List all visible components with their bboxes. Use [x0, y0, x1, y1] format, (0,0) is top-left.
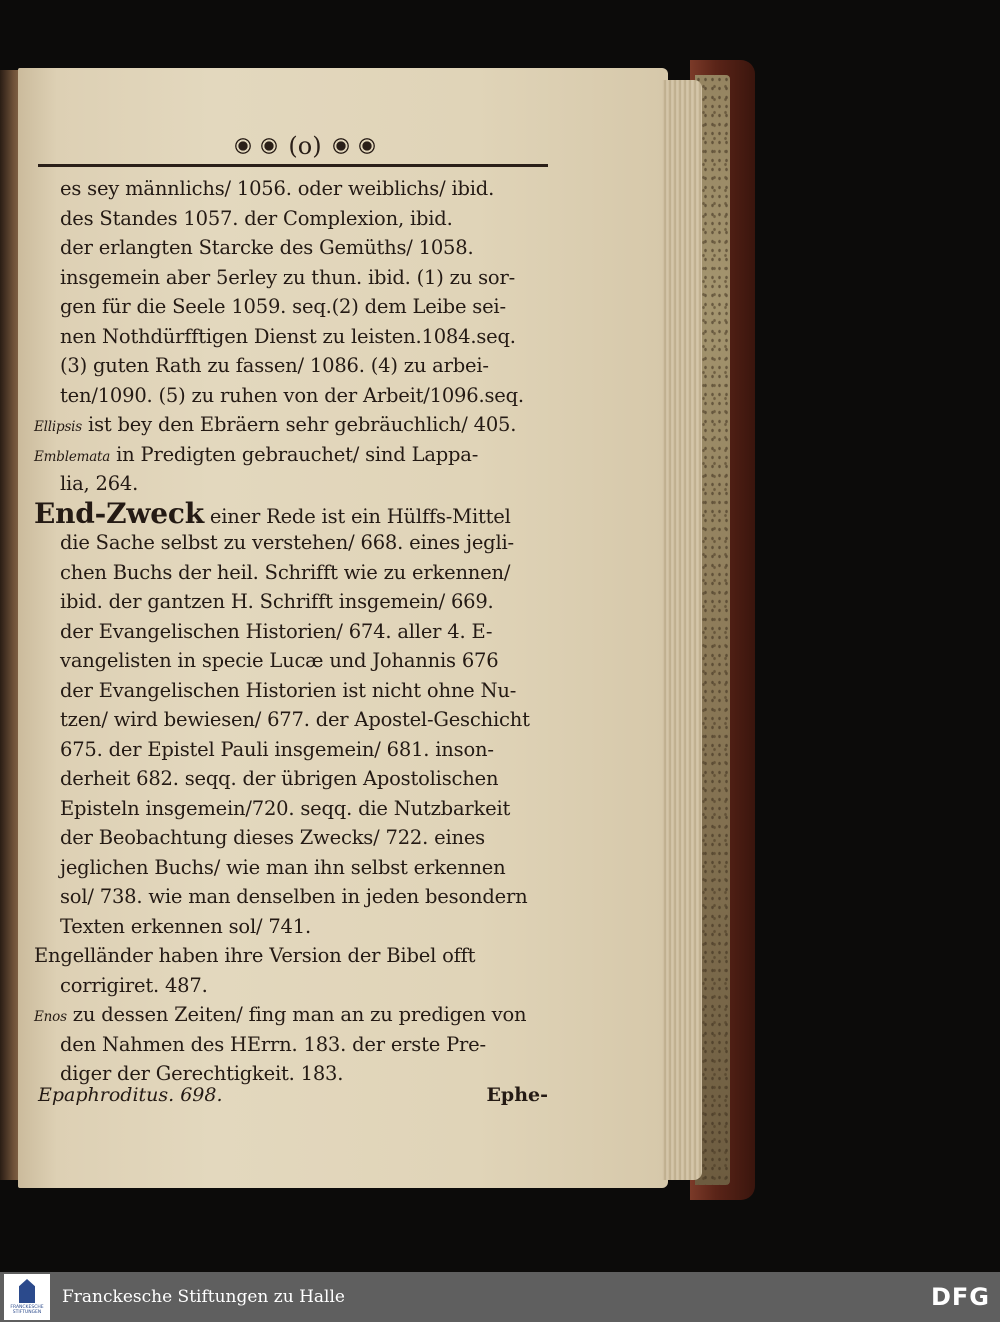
text-line	[34, 496, 554, 530]
line-text: der Evangelischen Historien/ 674. aller 4. E-	[60, 619, 493, 643]
orphanage-building-icon	[19, 1279, 35, 1303]
line-text: insgemein aber 5erley zu thun. ibid. (1) zu sor-	[60, 265, 515, 289]
text-line	[34, 646, 554, 676]
text-line	[34, 971, 554, 1001]
line-text: der erlangten Starcke des Gemüths/ 1058.	[60, 236, 474, 259]
line-text: ten/1090. (5) zu ruhen von der Arbeit/1096.seq.	[60, 383, 524, 407]
entry-headword: End-Zweck	[34, 496, 204, 530]
line-text: ist bey den Ebräern sehr gebräuchlich/ 405.	[82, 413, 517, 436]
line-text: einer Rede ist ein Hülffs-Mittel	[203, 504, 511, 528]
text-line	[34, 676, 554, 706]
line-text: vangelisten in specie Lucæ und Johannis 676	[60, 649, 499, 672]
text-line	[34, 1000, 554, 1030]
institution-name[interactable]: Franckesche Stiftungen zu Halle	[62, 1287, 345, 1307]
text-line	[34, 381, 554, 411]
index-text	[34, 174, 554, 1089]
page-edges	[662, 80, 702, 1180]
dfg-logo[interactable]: DFG	[930, 1283, 990, 1311]
text-line	[34, 440, 554, 470]
line-text: den Nahmen des HErrn. 183. der erste Pre-	[60, 1032, 486, 1056]
text-line	[34, 1030, 554, 1060]
header-rule	[38, 164, 548, 167]
catchword: Ephe-	[486, 1084, 548, 1106]
text-line	[34, 469, 554, 499]
entry-headword: Emblemata	[34, 448, 111, 465]
institution-logo[interactable]	[4, 1274, 50, 1320]
text-line	[34, 853, 554, 883]
line-text: diger der Gerechtigkeit. 183.	[60, 1062, 344, 1085]
line-text: Engelländer haben ihre Version der Bibel offt	[34, 944, 476, 967]
ornament-right-icon	[332, 133, 376, 159]
page-foot-line	[38, 1084, 548, 1114]
text-line	[34, 912, 554, 942]
line-text: sol/ 738. wie man denselben in jeden besondern	[60, 885, 528, 908]
text-line	[34, 204, 554, 234]
entry-headword: Enos	[34, 1009, 67, 1025]
last-entry: Epaphroditus. 698.	[38, 1084, 223, 1106]
line-text: ibid. der gantzen H. Schrifft insgemein/ 669.	[60, 590, 494, 613]
text-line	[34, 735, 554, 765]
line-text: die Sache selbst zu verstehen/ 668. eines jegli-	[60, 531, 514, 554]
text-line	[34, 587, 554, 617]
viewer-footer	[0, 1272, 1000, 1322]
folio-number: (o)	[288, 132, 322, 160]
page-header	[210, 128, 400, 164]
text-line	[34, 558, 554, 588]
text-line	[34, 882, 554, 912]
line-text: es sey männlichs/ 1056. oder weiblichs/ ibid.	[60, 177, 495, 200]
line-text: in Predigten gebrauchet/ sind Lappa-	[110, 442, 479, 466]
line-text: der Evangelischen Historien ist nicht ohne Nu-	[60, 678, 517, 702]
line-text: zu dessen Zeiten/ fing man an zu predigen von	[66, 1003, 527, 1026]
entry-headword: Ellipsis	[34, 419, 83, 435]
text-line	[34, 705, 554, 735]
line-text: des Standes 1057. der Complexion, ibid.	[60, 206, 453, 230]
text-line	[34, 941, 554, 971]
text-line	[34, 617, 554, 647]
text-line	[34, 322, 554, 352]
text-line	[34, 764, 554, 794]
ornament-left-icon	[234, 133, 278, 159]
line-text: corrigiret. 487.	[60, 973, 208, 997]
line-text: tzen/ wird bewiesen/ 677. der Apostel-Geschicht	[60, 708, 530, 731]
line-text: derheit 682. seqq. der übrigen Apostolischen	[60, 767, 499, 790]
text-line	[34, 528, 554, 558]
line-text: Episteln insgemein/720. seqq. die Nutzbarkeit	[60, 796, 511, 820]
line-text: gen für die Seele 1059. seq.(2) dem Leibe sei-	[60, 295, 506, 318]
text-line	[34, 174, 554, 204]
line-text: nen Nothdürfftigen Dienst zu leisten.1084.seq.	[60, 324, 516, 348]
text-line	[34, 351, 554, 381]
text-line	[34, 410, 554, 440]
line-text: der Beobachtung dieses Zwecks/ 722. eines	[60, 826, 485, 849]
text-line	[34, 292, 554, 322]
text-line	[34, 263, 554, 293]
line-text: Texten erkennen sol/ 741.	[60, 914, 311, 938]
logo-caption: FRANCKESCHE STIFTUNGEN	[10, 1305, 44, 1315]
line-text: 675. der Epistel Pauli insgemein/ 681. inson-	[60, 737, 494, 761]
line-text: chen Buchs der heil. Schrifft wie zu erkennen/	[60, 560, 511, 584]
line-text: jeglichen Buchs/ wie man ihn selbst erkennen	[60, 855, 506, 879]
text-line	[34, 823, 554, 853]
text-line	[34, 233, 554, 263]
line-text: lia, 264.	[60, 472, 139, 495]
text-line	[34, 794, 554, 824]
line-text: (3) guten Rath zu fassen/ 1086. (4) zu arbei-	[60, 354, 489, 377]
